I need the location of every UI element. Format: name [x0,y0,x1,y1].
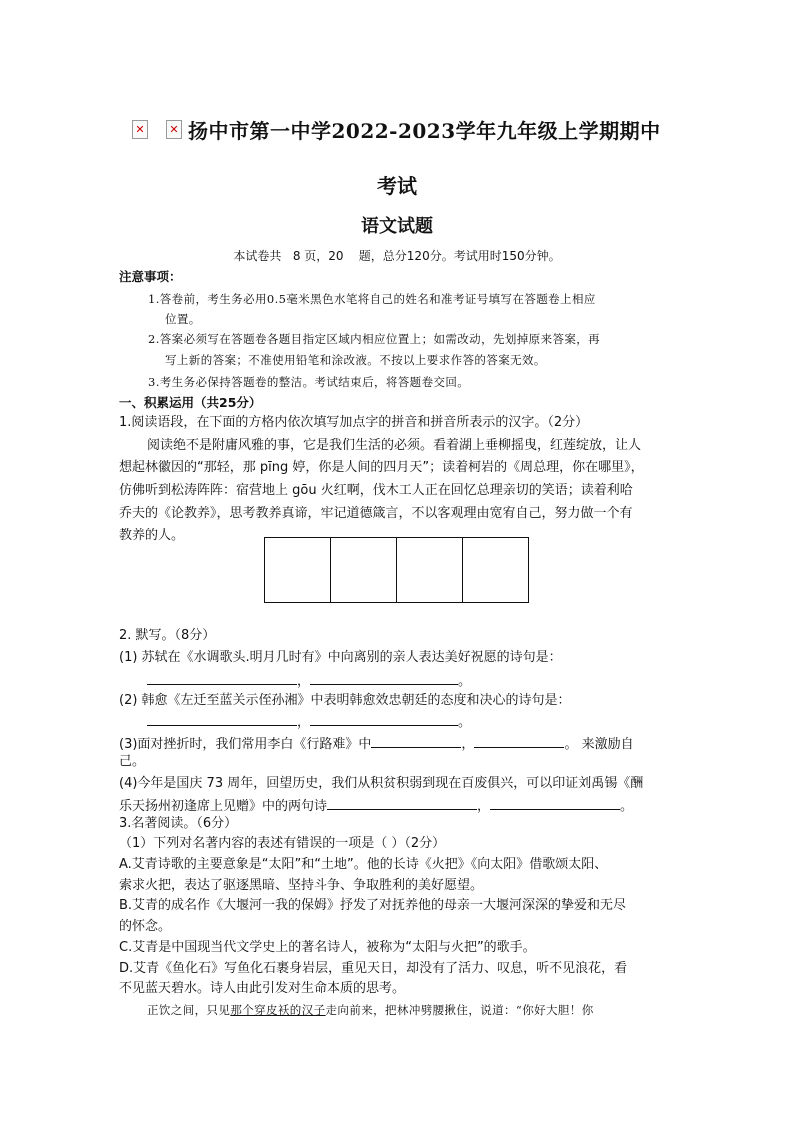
q2-item-4-cont: 乐天扬州初逢席上见赠》中的两句诗 ， 。 [119,796,633,816]
q1-prompt: 1.阅读语段，在下面的方格内依次填写加点字的拼音和拼音所表示的汉字。（2分） [119,415,589,430]
broken-image-icon: ✕ [132,120,148,139]
notice-heading: 注意事项： [119,269,182,284]
q2-item-3-cont: 己。 [119,754,146,769]
q3-option-a: A.艾青诗歌的主要意象是“太阳”和“土地”。他的长诗《火把》《向太阳》借歌颂太阳、 [119,857,608,872]
answer-blank[interactable] [371,734,461,748]
q2-item-1-answer: ， 。 [147,671,471,691]
notice-item-1: 1.答卷前，考生务必用0.5毫米黑色水笔将自己的姓名和准考证号填写在答题卷上相应 [148,292,596,306]
broken-image-icon: ✕ [166,120,182,139]
q2-item-2-answer: ， 。 [147,712,471,732]
answer-blank[interactable] [147,712,297,726]
q2-item-3: (3)面对挫折时，我们常用李白《行路难》中 ， 。 来激励自 [119,734,634,754]
subject-title: 语文试题 [361,216,433,237]
q2-item-1: (1) 苏轼在《水调歌头.明月几时有》中向离别的亲人表达美好祝愿的诗句是： [119,650,562,665]
answer-blank[interactable] [490,796,620,810]
q3-sub-question: （1）下列对名著内容的表述有错误的一项是（ ）（2分） [119,836,446,851]
answer-blank[interactable] [147,671,297,685]
exam-title-continued: 考试 [377,174,417,198]
notice-item-3: 3.考生务必保持答题卷的整洁。考试结束后，将答题卷交回。 [148,375,470,389]
answer-blank[interactable] [327,796,477,810]
q2-prompt: 2. 默写。（8分） [119,628,216,643]
q3-option-d: D.艾青《鱼化石》写鱼化石裹身岩层，重见天日，却没有了活力、叹息，听不见浪花，看 [119,961,628,976]
answer-cell[interactable] [397,538,463,602]
notice-item-1-cont: 位置。 [165,312,201,326]
q3-option-a-cont: 索求火把，表达了驱逐黑暗、坚持斗争、争取胜利的美好愿望。 [119,878,484,893]
excerpt-line: 正饮之间，只见那个穿皮袄的汉子走向前来，把林冲劈腰揪住，说道：“你好大胆！你 [147,1003,594,1017]
underlined-phrase: 那个穿皮袄的汉子 [230,1003,326,1017]
answer-blank[interactable] [310,712,458,726]
q3-prompt: 3.名著阅读。（6分） [119,816,238,831]
answer-grid [264,537,529,603]
answer-cell[interactable] [265,538,331,602]
q3-option-b: B.艾青的成名作《大堰河一我的保姆》抒发了对抚养他的母亲一大堰河深深的挚爱和无尽 [119,898,627,913]
answer-cell[interactable] [331,538,397,602]
answer-blank[interactable] [474,734,564,748]
section-heading: 一、积累运用（共25分） [119,395,262,410]
notice-item-2-cont: 写上新的答案；不准使用铅笔和涂改液。不按以上要求作答的答案无效。 [165,353,546,367]
notice-item-2: 2.答案必须写在答题卷各题目指定区域内相应位置上；如需改动，先划掉原来答案，再 [148,332,601,346]
exam-info: 本试卷共 8 页，20 题，总分120分。考试用时150分钟。 [233,249,561,263]
q3-option-b-cont: 的怀念。 [119,919,172,934]
answer-cell[interactable] [463,538,528,602]
q2-item-4: (4)今年是国庆 73 周年，回望历史，我们从积贫积弱到现在百废俱兴，可以印证刘禹锡《酬 [119,776,644,791]
q1-passage-line: 教养的人。 [119,528,185,543]
exam-title: 扬中市第一中学2022-2023学年九年级上学期期中 [188,118,661,143]
q2-item-2: (2) 韩愈《左迁至蓝关示侄孙湘》中表明韩愈效忠朝廷的态度和决心的诗句是： [119,693,571,708]
answer-blank[interactable] [310,671,458,685]
q1-passage-line: 乔夫的《论教养》，思考教养真谛，牢记道德箴言，不以客观理由宽宥自己，努力做一个有 [119,506,633,521]
title-row [132,114,661,144]
q1-passage-line: 仿佛听到松涛阵阵：宿营地上 gōu 火红啊，伐木工人正在回忆总理亲切的笑语；读着利哈 [119,483,633,498]
q1-passage-line: 阅读绝不是附庸风雅的事，它是我们生活的必须。看着湖上垂柳摇曳，红莲绽放，让人 [147,438,642,453]
q1-passage-line: 想起林徽因的“那轻，那 pīng 婷，你是人间的四月天”；读着柯岩的《周总理，你在哪里》， [119,460,644,475]
q3-option-d-cont: 不见蓝天碧水。诗人由此引发对生命本质的思考。 [119,981,406,996]
q3-option-c: C.艾青是中国现当代文学史上的著名诗人，被称为“太阳与火把”的歌手。 [119,940,536,955]
